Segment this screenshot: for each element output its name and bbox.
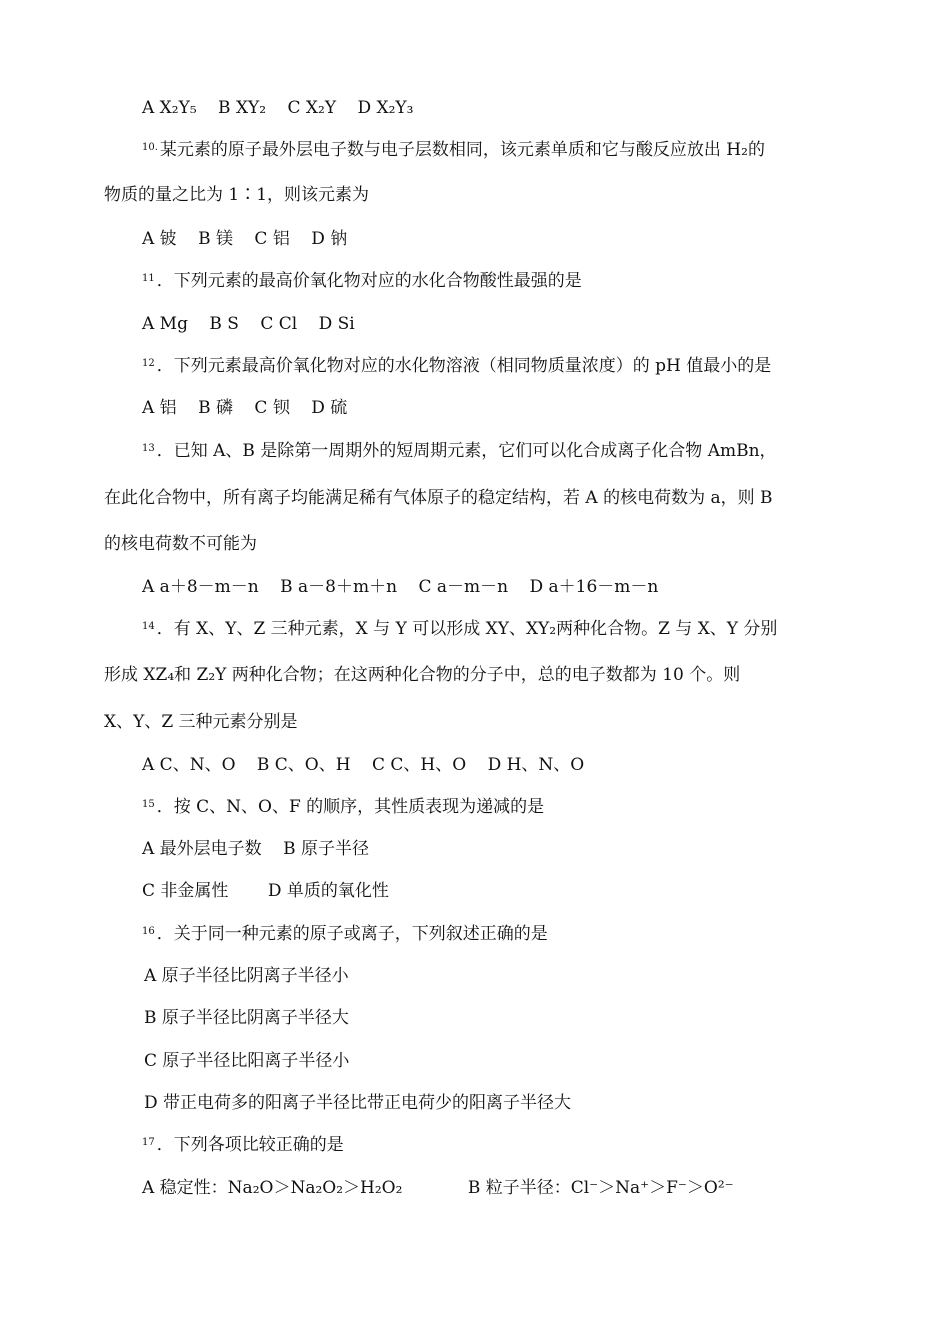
q15-stem-text: ．按 C、N、O、F 的顺序，其性质表现为递减的是: [156, 797, 545, 817]
q11-number: 11: [142, 273, 155, 284]
q12-number: 12: [142, 358, 155, 369]
q10-stem-text1: 某元素的原子最外层电子数与电子层数相同，该元素单质和它与酸反应放出 H₂的: [159, 140, 765, 160]
q12-stem-text: ．下列元素最高价氧化物对应的水化物溶液（相同物质量浓度）的 pH 值最小的是: [156, 356, 772, 376]
q10-option-d: D 钠: [311, 229, 348, 249]
q16-number: 16: [142, 926, 155, 937]
q12-stem: [142, 354, 846, 381]
q14-number: 14: [142, 621, 155, 632]
q14-stem-line1: [142, 617, 846, 644]
q16-option-d: D 带正电荷多的阳离子半径比带正电荷少的阳离子半径大: [144, 1093, 572, 1113]
q9-option-a: A X₂Y₅: [142, 98, 197, 118]
q11-option-b: B S: [209, 314, 239, 334]
q15-option-d: D 单质的氧化性: [267, 881, 389, 901]
q14-stem-text1: ．有 X、Y、Z 三种元素，X 与 Y 可以形成 XY、XY₂两种化合物。Z 与 X、Y 分别: [156, 619, 778, 639]
q12-options: [142, 396, 846, 420]
q10-option-c: C 铝: [254, 229, 290, 249]
q13-option-a: A a＋8－m－n: [142, 577, 259, 597]
q11-option-a: A Mg: [142, 314, 188, 334]
q15-option-b: B 原子半径: [283, 839, 369, 859]
q15-stem: [142, 795, 846, 822]
q12-option-c: C 钡: [254, 398, 290, 418]
q13-stem-line2: 在此化合物中，所有离子均能满足稀有气体原子的稳定结构，若 A 的核电荷数为 a，则 B: [104, 488, 773, 508]
q15-option-a: A 最外层电子数: [142, 839, 262, 859]
q16-stem: [142, 922, 846, 949]
q16-option-a: A 原子半径比阴离子半径小: [144, 966, 349, 986]
q13-option-c: C a－m－n: [418, 577, 509, 597]
q12-option-a: A 铝: [142, 398, 177, 418]
q10-options: [142, 227, 846, 251]
q17-option-a: A 稳定性：Na₂O＞Na₂O₂＞H₂O₂: [142, 1178, 403, 1198]
q15-options-row2: [142, 879, 846, 903]
q15-options-row1: [142, 837, 846, 861]
q13-option-b: B a－8＋m＋n: [280, 577, 398, 597]
q12-option-d: D 硫: [311, 398, 348, 418]
q14-stem-line2: 形成 XZ₄和 Z₂Y 两种化合物；在这两种化合物的分子中，总的电子数都为 10 个。则: [104, 665, 741, 685]
q11-stem-text: ．下列元素的最高价氧化物对应的水化合物酸性最强的是: [156, 271, 582, 291]
q17-stem-text: ．下列各项比较正确的是: [156, 1135, 344, 1155]
q13-options: [142, 575, 846, 599]
q10-option-a: A 铍: [142, 229, 177, 249]
q12-option-b: B 磷: [198, 398, 233, 418]
q13-stem-line3: 的核电荷数不可能为: [104, 534, 257, 554]
q13-stem-line1: [142, 439, 846, 466]
q9-option-b: B XY₂: [218, 98, 267, 118]
q10-stem-line2: 物质的量之比为 1∶1，则该元素为: [104, 185, 370, 205]
q15-option-c: C 非金属性: [142, 881, 229, 901]
q15-number: 15: [142, 799, 155, 810]
q14-options: [142, 753, 846, 777]
q14-option-c: C C、H、O: [371, 755, 467, 775]
q9-options: [142, 96, 846, 120]
q11-option-d: D Si: [318, 314, 355, 334]
q13-option-d: D a＋16－m－n: [529, 577, 659, 597]
q16-option-c: C 原子半径比阳离子半径小: [144, 1051, 350, 1071]
q17-stem: [142, 1133, 846, 1160]
q9-option-c: C X₂Y: [287, 98, 337, 118]
q17-option-b: B 粒子半径：Cl⁻＞Na⁺＞F⁻＞O²⁻: [467, 1178, 734, 1198]
q17-number: 17: [142, 1137, 155, 1148]
q9-option-d: D X₂Y₃: [357, 98, 414, 118]
q10-number: 10.: [142, 142, 158, 153]
q16-stem-text: ．关于同一种元素的原子或离子，下列叙述正确的是: [156, 924, 548, 944]
q16-option-b: B 原子半径比阴离子半径大: [144, 1008, 349, 1028]
q14-stem-line3: X、Y、Z 三种元素分别是: [104, 712, 298, 732]
q11-option-c: C Cl: [260, 314, 298, 334]
q10-option-b: B 镁: [198, 229, 233, 249]
q14-option-a: A C、N、O: [142, 755, 236, 775]
q14-option-d: D H、N、O: [487, 755, 585, 775]
q17-options: [142, 1176, 846, 1200]
q13-stem-text1: ．已知 A、B 是除第一周期外的短周期元素，它们可以化合成离子化合物 AmBn，: [156, 441, 777, 461]
q10-stem-line1: [142, 138, 846, 165]
q14-option-b: B C、O、H: [256, 755, 351, 775]
q11-stem: [142, 269, 846, 296]
q13-number: 13: [142, 443, 155, 454]
q11-options: [142, 312, 846, 336]
